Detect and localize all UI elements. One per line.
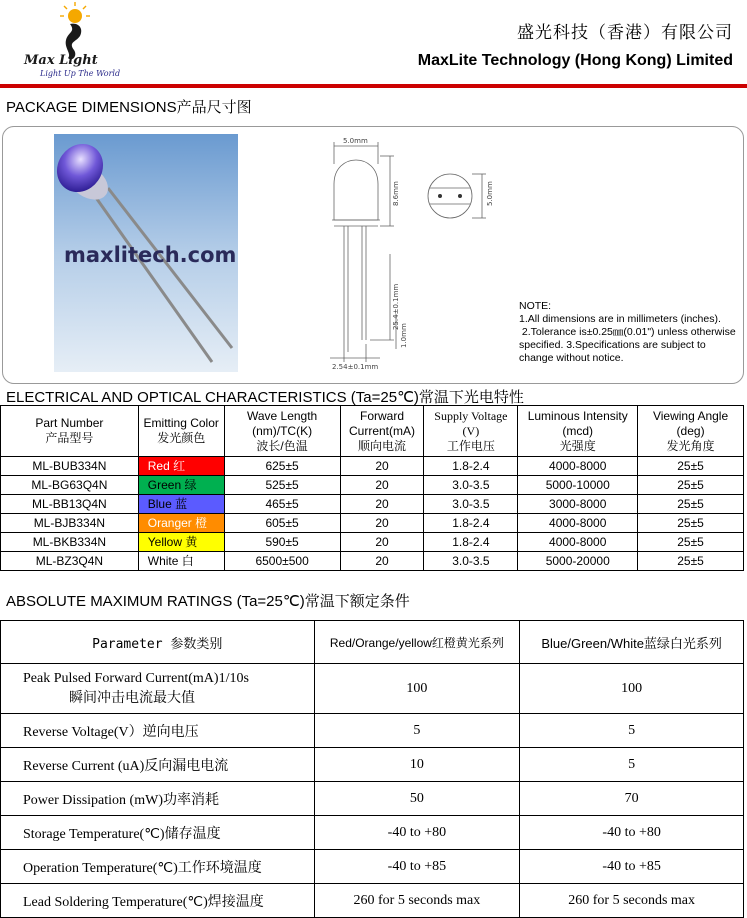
table-row [1, 782, 744, 816]
part-number-cell: ML-BG63Q4N [1, 476, 139, 495]
red-orange-yellow-value: 10 [314, 748, 520, 782]
forward-current-cell: 20 [340, 514, 424, 533]
absolute-title: ABSOLUTE MAXIMUM RATINGS (Ta=25℃)常温下额定条件 [6, 593, 410, 610]
blue-green-white-value: 5 [520, 748, 744, 782]
header-viewing-angle: Viewing Angle (deg) 发光角度 [638, 406, 744, 457]
supply-voltage-cell: 3.0-3.5 [424, 495, 518, 514]
table-row [1, 514, 744, 533]
luminous-intensity-cell: 5000-20000 [518, 552, 638, 571]
parameter-label: Operation Temperature(℃)工作环境温度 [23, 860, 262, 876]
dim-side-label: 5.0mm [486, 181, 494, 206]
forward-current-cell: 20 [340, 495, 424, 514]
parameter-label-cn: 瞬间冲击电流最大值 [69, 690, 195, 706]
wave-length-cell: 465±5 [224, 495, 340, 514]
forward-current-cell: 20 [340, 476, 424, 495]
table-row [1, 850, 744, 884]
parameter-cell [1, 782, 315, 816]
package-title: PACKAGE DIMENSIONS产品尺寸图 [6, 99, 252, 116]
note-title: NOTE: [519, 300, 552, 312]
electrical-table-body [1, 457, 744, 571]
supply-voltage-cell: 1.8-2.4 [424, 514, 518, 533]
red-orange-yellow-value: 5 [314, 714, 520, 748]
red-orange-yellow-value: 100 [314, 664, 520, 714]
emitting-color-cell: Green 绿 [138, 476, 224, 495]
viewing-angle-cell: 25±5 [638, 514, 744, 533]
header-supply-voltage: Supply Voltage (V) 工作电压 [424, 406, 518, 457]
supply-voltage-cell: 1.8-2.4 [424, 533, 518, 552]
table-row [1, 533, 744, 552]
supply-voltage-cell: 3.0-3.5 [424, 552, 518, 571]
luminous-intensity-cell: 4000-8000 [518, 457, 638, 476]
parameter-cell [1, 884, 315, 918]
header-red-orange-yellow: Red/Orange/yellow红橙黄光系列 [314, 621, 520, 664]
header-parameter: Parameter 参数类别 [1, 621, 315, 664]
emitting-color-cell: Yellow 黄 [138, 533, 224, 552]
notes-block [519, 300, 745, 365]
emitting-color-cell: White 白 [138, 552, 224, 571]
blue-green-white-value: -40 to +85 [520, 850, 744, 884]
table-row [1, 714, 744, 748]
dimension-drawing [300, 134, 520, 374]
watermark-text: maxlitech.com [64, 243, 237, 267]
note-line: 1.All dimensions are in millimeters (inches). [519, 313, 721, 325]
sun-icon [60, 2, 90, 23]
header-luminous-intensity: Luminous Intensity (mcd) 光强度 [518, 406, 638, 457]
parameter-cell [1, 850, 315, 884]
luminous-intensity-cell: 3000-8000 [518, 495, 638, 514]
table-row [1, 476, 744, 495]
dim-lead-label: 25.4±0.1mm [392, 283, 400, 330]
blue-green-white-value: 5 [520, 714, 744, 748]
table-row [1, 495, 744, 514]
red-orange-yellow-value: -40 to +85 [314, 850, 520, 884]
parameter-cell [1, 714, 315, 748]
luminous-intensity-cell: 4000-8000 [518, 514, 638, 533]
supply-voltage-cell: 3.0-3.5 [424, 476, 518, 495]
blue-green-white-value: -40 to +80 [520, 816, 744, 850]
part-number-cell: ML-BKB334N [1, 533, 139, 552]
header-rule [0, 84, 747, 88]
note-line: specified. 3.Specifications are subject to [519, 339, 706, 351]
absolute-table-body [1, 664, 744, 918]
table-row [1, 816, 744, 850]
parameter-cell [1, 748, 315, 782]
parameter-label: Lead Soldering Temperature(℃)焊接温度 [23, 894, 264, 910]
wave-length-cell: 525±5 [224, 476, 340, 495]
viewing-angle-cell: 25±5 [638, 457, 744, 476]
luminous-intensity-cell: 4000-8000 [518, 533, 638, 552]
parameter-label: Peak Pulsed Forward Current(mA)1/10s [23, 670, 249, 686]
table-row [1, 664, 744, 714]
table-row [1, 748, 744, 782]
emitting-color-cell: Oranger 橙 [138, 514, 224, 533]
emitting-color-cell: Blue 蓝 [138, 495, 224, 514]
dim-pitch-label: 2.54±0.1mm [332, 363, 379, 371]
maxlight-logo [18, 2, 138, 80]
emitting-color-cell: Red 红 [138, 457, 224, 476]
electrical-title: ELECTRICAL AND OPTICAL CHARACTERISTICS (Ta=25℃)常温下光电特性 [6, 389, 524, 406]
logo-tagline: Light Up The World [40, 69, 121, 78]
absolute-table [0, 620, 744, 918]
viewing-angle-cell: 25±5 [638, 476, 744, 495]
blue-green-white-value: 70 [520, 782, 744, 816]
viewing-angle-cell: 25±5 [638, 552, 744, 571]
note-line: change without notice. [519, 352, 624, 364]
part-number-cell: ML-BB13Q4N [1, 495, 139, 514]
dim-width-label: 5.0mm [343, 137, 368, 145]
luminous-intensity-cell: 5000-10000 [518, 476, 638, 495]
parameter-label: Reverse Voltage(V）逆向电压 [23, 724, 199, 740]
supply-voltage-cell: 1.8-2.4 [424, 457, 518, 476]
part-number-cell: ML-BUB334N [1, 457, 139, 476]
company-name-cn: 盛光科技（香港）有限公司 [517, 23, 733, 43]
parameter-label: Storage Temperature(℃)储存温度 [23, 826, 221, 842]
company-name-en: MaxLite Technology (Hong Kong) Limited [417, 52, 733, 69]
dim-height-label: 8.6mm [392, 181, 400, 206]
header-forward-current: Forward Current(mA) 顺向电流 [340, 406, 424, 457]
blue-green-white-value: 100 [520, 664, 744, 714]
wave-length-cell: 6500±500 [224, 552, 340, 571]
forward-current-cell: 20 [340, 457, 424, 476]
forward-current-cell: 20 [340, 533, 424, 552]
parameter-label: Power Dissipation (mW)功率消耗 [23, 792, 219, 808]
part-number-cell: ML-BZ3Q4N [1, 552, 139, 571]
header-emitting-color: Emitting Color 发光颜色 [138, 406, 224, 457]
parameter-cell [1, 816, 315, 850]
red-orange-yellow-value: 50 [314, 782, 520, 816]
red-orange-yellow-value: -40 to +80 [314, 816, 520, 850]
table-row [1, 884, 744, 918]
note-line: 2.Tolerance is±0.25㎜(0.01") unless otherwise [519, 326, 736, 338]
viewing-angle-cell: 25±5 [638, 495, 744, 514]
viewing-angle-cell: 25±5 [638, 533, 744, 552]
parameter-label: Reverse Current (uA)反向漏电电流 [23, 758, 229, 774]
wave-length-cell: 590±5 [224, 533, 340, 552]
wave-length-cell: 625±5 [224, 457, 340, 476]
forward-current-cell: 20 [340, 552, 424, 571]
table-row [1, 457, 744, 476]
wave-length-cell: 605±5 [224, 514, 340, 533]
header-part-number: Part Number 产品型号 [1, 406, 139, 457]
red-orange-yellow-value: 260 for 5 seconds max [314, 884, 520, 918]
header-wave-length: Wave Length (nm)/TC(K) 波长/色温 [224, 406, 340, 457]
logo-name: Max Light [24, 53, 98, 68]
led-photo [54, 134, 238, 372]
parameter-cell [1, 664, 315, 714]
table-row [1, 552, 744, 571]
part-number-cell: ML-BJB334N [1, 514, 139, 533]
header-blue-green-white: Blue/Green/White蓝绿白光系列 [520, 621, 744, 664]
table-header-row [1, 621, 744, 664]
electrical-table [0, 405, 744, 571]
dim-base-label: 1.0mm [400, 323, 408, 348]
blue-green-white-value: 260 for 5 seconds max [520, 884, 744, 918]
table-header-row [1, 406, 744, 457]
